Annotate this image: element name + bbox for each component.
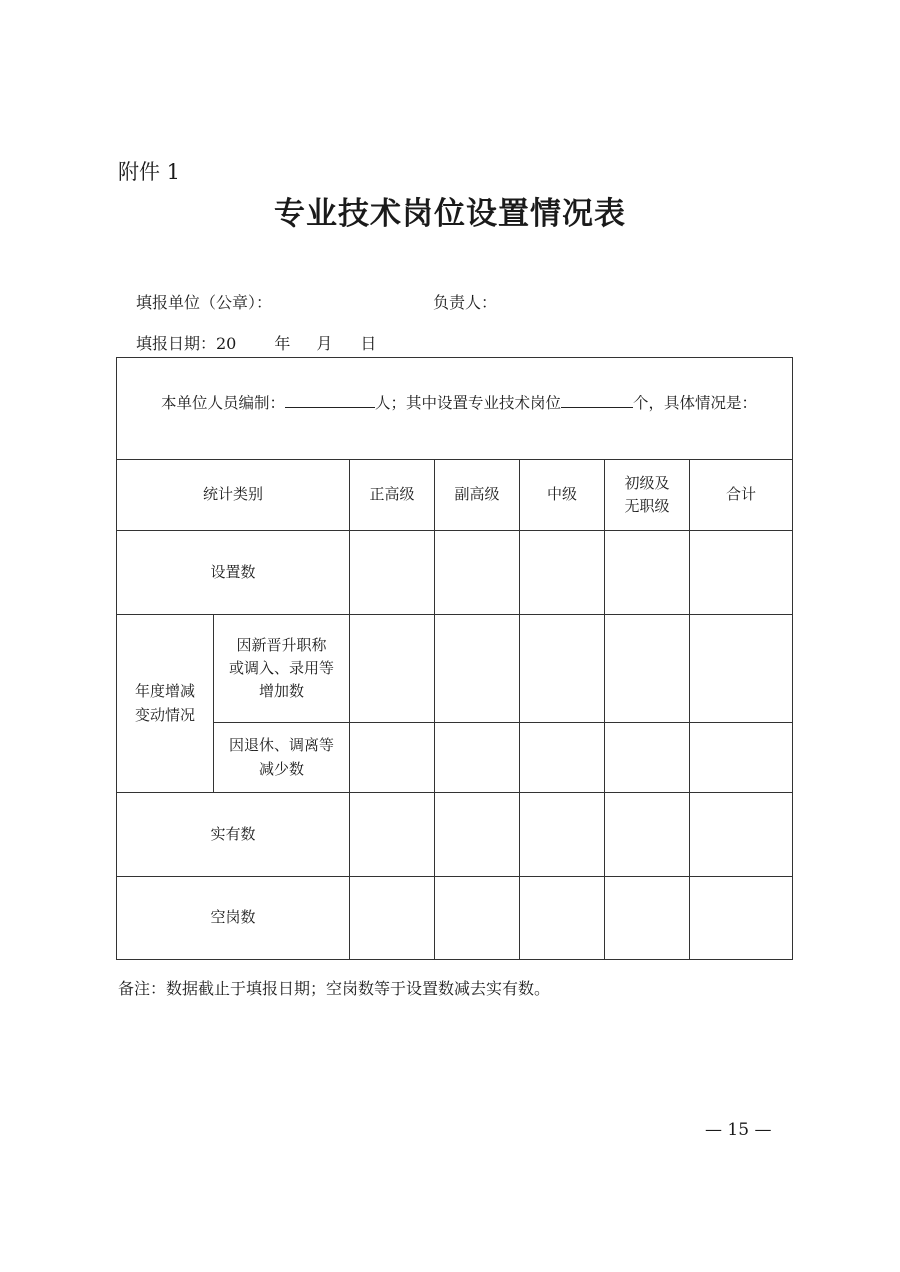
- intro-text-3: 个，具体情况是：: [633, 394, 758, 412]
- row-label-vacant-count: 空岗数: [117, 877, 350, 960]
- header-junior-line2: 无职级: [624, 497, 670, 515]
- increase-line3: 增加数: [258, 682, 304, 701]
- table-cell[interactable]: [605, 877, 690, 960]
- table-cell[interactable]: [605, 531, 690, 615]
- annual-change-line2: 变动情况: [134, 705, 195, 724]
- header-intermediate: 中级: [520, 460, 605, 531]
- attachment-label: 附件 1: [118, 160, 181, 184]
- table-cell[interactable]: [690, 531, 793, 615]
- table-cell[interactable]: [350, 877, 435, 960]
- decrease-line2: 减少数: [258, 759, 304, 778]
- remark-note: 备注：数据截止于填报日期；空岗数等于设置数减去实有数。: [118, 979, 551, 998]
- increase-line1: 因新晋升职称: [236, 635, 327, 654]
- post-count-blank[interactable]: [561, 393, 633, 408]
- header-category: 统计类别: [117, 460, 350, 531]
- table-row-set-count: [117, 531, 793, 615]
- table-cell[interactable]: [690, 793, 793, 877]
- table-row-decrease: [117, 723, 793, 793]
- table-cell[interactable]: [350, 793, 435, 877]
- header-junior-none: [605, 460, 690, 531]
- table-cell[interactable]: [520, 877, 605, 960]
- page-number: — 15 —: [705, 1120, 772, 1140]
- table-cell[interactable]: [520, 793, 605, 877]
- table-cell[interactable]: [605, 793, 690, 877]
- table-cell[interactable]: [435, 877, 520, 960]
- table-cell[interactable]: [520, 531, 605, 615]
- row-label-actual-count: 实有数: [117, 793, 350, 877]
- table-cell[interactable]: [520, 615, 605, 723]
- fill-date-month: 月: [316, 334, 333, 353]
- table-cell[interactable]: [690, 877, 793, 960]
- header-total: 合计: [690, 460, 793, 531]
- table-cell[interactable]: [520, 723, 605, 793]
- table-cell[interactable]: [350, 531, 435, 615]
- table-cell[interactable]: [690, 615, 793, 723]
- header-deputy-senior: 副高级: [435, 460, 520, 531]
- table-row-vacant: [117, 877, 793, 960]
- fill-date-day: 日: [360, 334, 377, 353]
- annual-change-line1: 年度增减: [134, 682, 195, 701]
- table-cell[interactable]: [605, 723, 690, 793]
- intro-text-2: 人；其中设置专业技术岗位: [375, 394, 562, 412]
- post-setup-table: [116, 357, 793, 960]
- table-row-increase: [117, 615, 793, 723]
- header-senior: 正高级: [350, 460, 435, 531]
- fill-date-year: 年: [274, 334, 291, 353]
- table-cell[interactable]: [435, 793, 520, 877]
- staffing-intro: [117, 358, 793, 460]
- fill-date-prefix: 填报日期：20: [136, 334, 237, 353]
- row-label-annual-change: [117, 615, 214, 793]
- table-cell[interactable]: [605, 615, 690, 723]
- fill-unit-label: 填报单位（公章）：: [136, 293, 273, 312]
- fill-date-row: [136, 331, 376, 354]
- increase-line2: 或调入、录用等: [228, 658, 334, 677]
- row-label-decrease: [214, 723, 350, 793]
- table-cell[interactable]: [690, 723, 793, 793]
- responsible-person-label: 负责人：: [433, 293, 498, 312]
- table-cell[interactable]: [350, 723, 435, 793]
- intro-text-1: 本单位人员编制：: [161, 394, 286, 412]
- decrease-line1: 因退休、调离等: [228, 736, 334, 755]
- table-cell[interactable]: [435, 723, 520, 793]
- page-title: 专业技术岗位设置情况表: [274, 196, 626, 232]
- header-junior-line1: 初级及: [624, 473, 670, 492]
- table-cell[interactable]: [435, 531, 520, 615]
- row-label-increase: [214, 615, 350, 723]
- row-label-set-count: 设置数: [117, 531, 350, 615]
- staffing-count-blank[interactable]: [285, 393, 375, 408]
- table-cell[interactable]: [350, 615, 435, 723]
- table-row-actual: [117, 793, 793, 877]
- table-cell[interactable]: [435, 615, 520, 723]
